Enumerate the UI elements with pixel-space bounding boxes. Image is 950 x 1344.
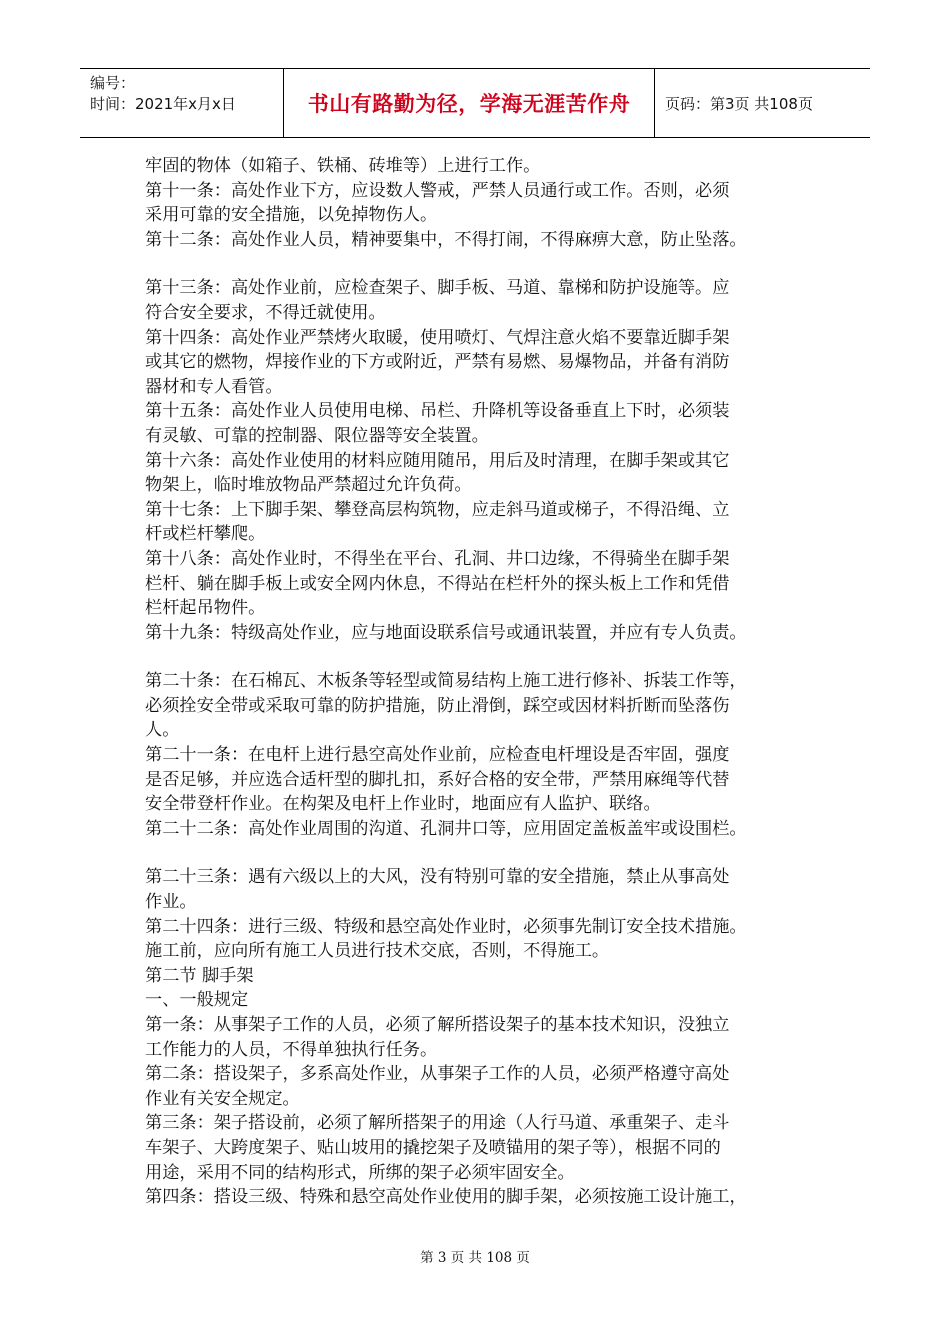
paragraph: [145, 817, 815, 842]
paragraph: [145, 276, 815, 325]
page-footer: 第 3 页 共 108 页: [420, 1250, 530, 1266]
text-line: 器材和专人看管。: [145, 376, 283, 397]
text-line: 第二十二条：高处作业周围的沟道、孔洞井口等，应用固定盖板盖牢或设围栏。: [145, 818, 747, 839]
paragraph: [145, 179, 815, 228]
text-line: 第二十条：在石棉瓦、木板条等轻型或简易结构上施工进行修补、拆装工作等，: [145, 671, 747, 692]
header-page-info: 页码：第3页 共108页: [665, 94, 813, 113]
text-line: 第十三条：高处作业前，应检查架子、脚手板、马道、靠梯和防护设施等。应: [145, 278, 730, 299]
paragraph: [145, 154, 815, 179]
paragraph: [145, 228, 815, 253]
paragraph: [145, 399, 815, 448]
text-line: 一、一般规定: [145, 990, 249, 1011]
document-number-label: 编号：: [90, 74, 136, 92]
paragraph: [145, 1185, 815, 1210]
paragraph: [145, 669, 815, 743]
document-date-label: 时间：2021年x月x日: [90, 95, 236, 113]
text-line: 第十九条：特级高处作业，应与地面设联系信号或通讯装置，并应有专人负责。: [145, 622, 747, 643]
text-line: 或其它的燃物，焊接作业的下方或附近，严禁有易燃、易爆物品，并备有消防: [145, 352, 730, 373]
paragraph: [145, 743, 815, 817]
text-line: 第一条：从事架子工作的人员，必须了解所搭设架子的基本技术知识，没独立: [145, 1015, 730, 1035]
text-line: 施工前，应向所有施工人员进行技术交底，否则，不得施工。: [145, 941, 610, 962]
header-meta-cell: [80, 69, 284, 137]
text-line: 杆或栏杆攀爬。: [145, 524, 266, 545]
text-line: 作业。: [145, 892, 197, 913]
text-line: 第三条：架子搭设前，必须了解所搭架子的用途（人行马道、承重架子、走斗: [145, 1113, 730, 1134]
paragraph-gap: [145, 252, 815, 276]
page-header: [80, 68, 870, 138]
text-line: 采用可靠的安全措施，以免掉物伤人。: [145, 205, 438, 226]
text-line: 安全带登杆作业。在构架及电杆上作业时，地面应有人监护、联络。: [145, 794, 661, 815]
text-line: 栏杆起吊物件。: [145, 598, 266, 619]
text-line: 符合安全要求，不得迁就使用。: [145, 302, 386, 323]
paragraph: [145, 498, 815, 547]
text-line: 车架子、大跨度架子、贴山坡用的撬挖架子及喷锚用的架子等），根据不同的: [145, 1137, 721, 1158]
text-line: 第二十一条：在电杆上进行悬空高处作业前，应检查电杆埋设是否牢固，强度: [145, 745, 730, 766]
paragraph: [145, 1111, 815, 1185]
paragraph: [145, 865, 815, 914]
text-line: 第二节 脚手架: [145, 965, 254, 986]
text-line: 第十二条：高处作业人员，精神要集中，不得打闹，不得麻痹大意，防止坠落。: [145, 229, 747, 250]
text-line: 牢固的物体（如箱子、铁桶、砖堆等）上进行工作。: [145, 156, 541, 176]
text-line: 人。: [145, 720, 180, 741]
text-line: 第十七条：上下脚手架、攀登高层构筑物，应走斜马道或梯子，不得沿绳、立: [145, 499, 730, 520]
paragraph: [145, 1062, 815, 1111]
text-line: 工作能力的人员，不得单独执行任务。: [145, 1039, 438, 1060]
paragraph: [145, 326, 815, 400]
text-line: 必须拴安全带或采取可靠的防护措施，防止滑倒，踩空或因材料折断而坠落伤: [145, 695, 730, 716]
text-line: 第二十三条：遇有六级以上的大风，没有特别可靠的安全措施，禁止从事高处: [145, 867, 730, 888]
document-body: [145, 154, 815, 1210]
text-line: 物架上，临时堆放物品严禁超过允许负荷。: [145, 475, 472, 496]
text-line: 栏杆、躺在脚手板上或安全网内休息，不得站在栏杆外的探头板上工作和凭借: [145, 573, 730, 594]
paragraph: [145, 449, 815, 498]
paragraph: [145, 621, 815, 646]
header-motto: 书山有路勤为径，学海无涯苦作舟: [284, 69, 655, 137]
text-line: 是否足够，并应选合适杆型的脚扎扣，系好合格的安全带，严禁用麻绳等代替: [145, 769, 730, 790]
text-line: 有灵敏、可靠的控制器、限位器等安全装置。: [145, 425, 489, 446]
text-line: 第十八条：高处作业时，不得坐在平台、孔洞、井口边缘，不得骑坐在脚手架: [145, 548, 730, 569]
paragraph-gap: [145, 841, 815, 865]
paragraph: [145, 915, 815, 964]
text-line: 第十六条：高处作业使用的材料应随用随吊，用后及时清理，在脚手架或其它: [145, 450, 730, 471]
paragraph-gap: [145, 645, 815, 669]
text-line: 用途，采用不同的结构形式，所绑的架子必须牢固安全。: [145, 1162, 575, 1183]
paragraph: [145, 964, 815, 989]
text-line: 第二十四条：进行三级、特级和悬空高处作业时，必须事先制订安全技术措施。: [145, 916, 747, 937]
text-line: 作业有关安全规定。: [145, 1088, 300, 1109]
text-line: 第十一条：高处作业下方，应设数人警戒，严禁人员通行或工作。否则，必须: [145, 180, 730, 201]
text-line: 第十五条：高处作业人员使用电梯、吊栏、升降机等设备垂直上下时，必须装: [145, 401, 730, 422]
text-line: 第二条：搭设架子，多系高处作业，从事架子工作的人员，必须严格遵守高处: [145, 1064, 730, 1085]
text-line: 第十四条：高处作业严禁烤火取暖，使用喷灯、气焊注意火焰不要靠近脚手架: [145, 327, 730, 348]
paragraph: [145, 988, 815, 1013]
text-line: 第四条：搭设三级、特殊和悬空高处作业使用的脚手架，必须按施工设计施工，: [145, 1187, 747, 1208]
paragraph: [145, 547, 815, 621]
paragraph: [145, 1013, 815, 1062]
